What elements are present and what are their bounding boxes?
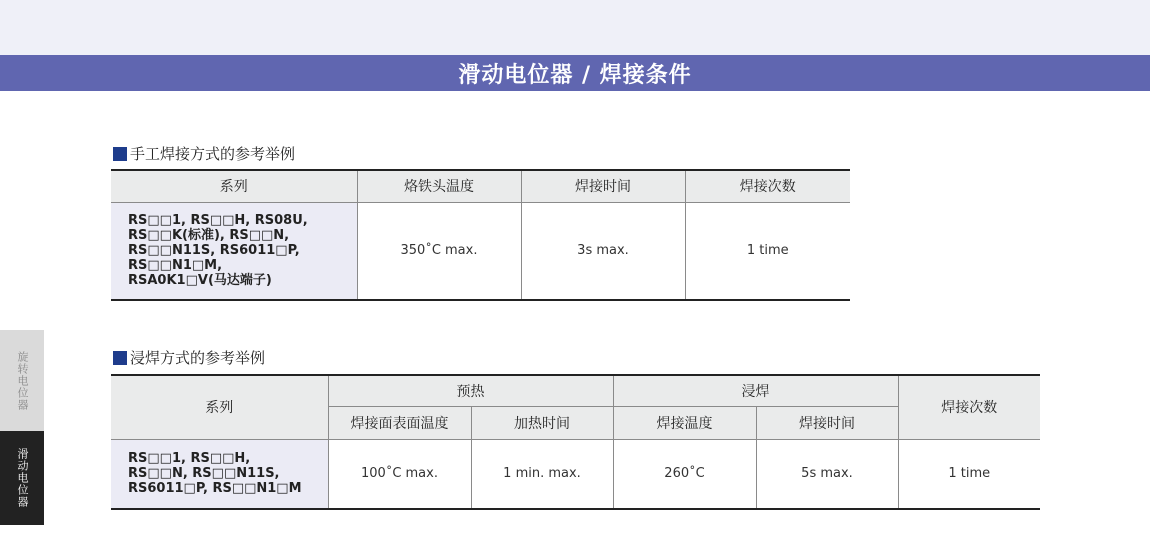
col-header-series: 系列 xyxy=(111,170,357,202)
series-line: RS□□N11S, RS6011□P, xyxy=(128,243,300,259)
heading-square-icon xyxy=(113,147,127,161)
series-line: RSA0K1□V(马达端子) xyxy=(128,273,272,289)
series-line: RS□□N, RS□□N11S, xyxy=(128,466,280,482)
solder-time-value: 5s max. xyxy=(756,439,898,509)
table-header-row xyxy=(111,170,850,202)
manual-heading-text: 手工焊接方式的参考举例 xyxy=(130,145,296,163)
col-header-time: 焊接时间 xyxy=(521,170,685,202)
series-cell xyxy=(111,439,328,509)
series-cell xyxy=(111,202,357,300)
series-line: RS□□1, RS□□H, RS08U, xyxy=(128,213,308,229)
side-tab-slide[interactable] xyxy=(0,431,44,525)
series-line: RS6011□P, RS□□N1□M xyxy=(128,481,302,497)
table-row xyxy=(111,439,1040,509)
time-value: 3s max. xyxy=(521,202,685,300)
col-header-preheat: 预热 xyxy=(328,375,613,406)
count-value: 1 time xyxy=(685,202,850,300)
col-header-dip: 浸焊 xyxy=(613,375,898,406)
manual-section-heading xyxy=(113,143,295,164)
series-line: RS□□K(标准), RS□□N, xyxy=(128,228,290,244)
dip-soldering-table xyxy=(111,374,1040,510)
col-header-count: 焊接次数 xyxy=(685,170,850,202)
col-header-solder-time: 焊接时间 xyxy=(756,406,898,439)
heading-square-icon xyxy=(113,351,127,365)
series-line: RS□□N1□M, xyxy=(128,258,223,274)
page-title-text: 滑动电位器 / 焊接条件 xyxy=(458,62,692,88)
col-header-tip-temp: 烙铁头温度 xyxy=(357,170,521,202)
tip-temp-value: 350˚C max. xyxy=(357,202,521,300)
col-header-heat-time: 加热时间 xyxy=(471,406,613,439)
dip-heading-text: 浸焊方式的参考举例 xyxy=(130,349,266,367)
solder-temp-value: 260˚C xyxy=(613,439,756,509)
col-header-solder-temp: 焊接温度 xyxy=(613,406,756,439)
col-header-series: 系列 xyxy=(111,375,328,439)
col-header-count: 焊接次数 xyxy=(898,375,1040,439)
col-header-surface-temp: 焊接面表面温度 xyxy=(328,406,471,439)
side-tab-rotary[interactable] xyxy=(0,330,44,431)
surface-temp-value: 100˚C max. xyxy=(328,439,471,509)
top-band xyxy=(0,0,1150,55)
side-tabs xyxy=(0,330,44,525)
table-row xyxy=(111,202,850,300)
series-line: RS□□1, RS□□H, xyxy=(128,451,251,467)
table-header-row xyxy=(111,375,1040,406)
side-tab-label: 滑动电位器 xyxy=(16,448,29,508)
side-tab-label: 旋转电位器 xyxy=(16,350,29,411)
manual-soldering-table xyxy=(111,169,850,301)
dip-section-heading xyxy=(113,347,265,368)
count-value: 1 time xyxy=(898,439,1040,509)
heat-time-value: 1 min. max. xyxy=(471,439,613,509)
page-title xyxy=(0,55,1150,91)
